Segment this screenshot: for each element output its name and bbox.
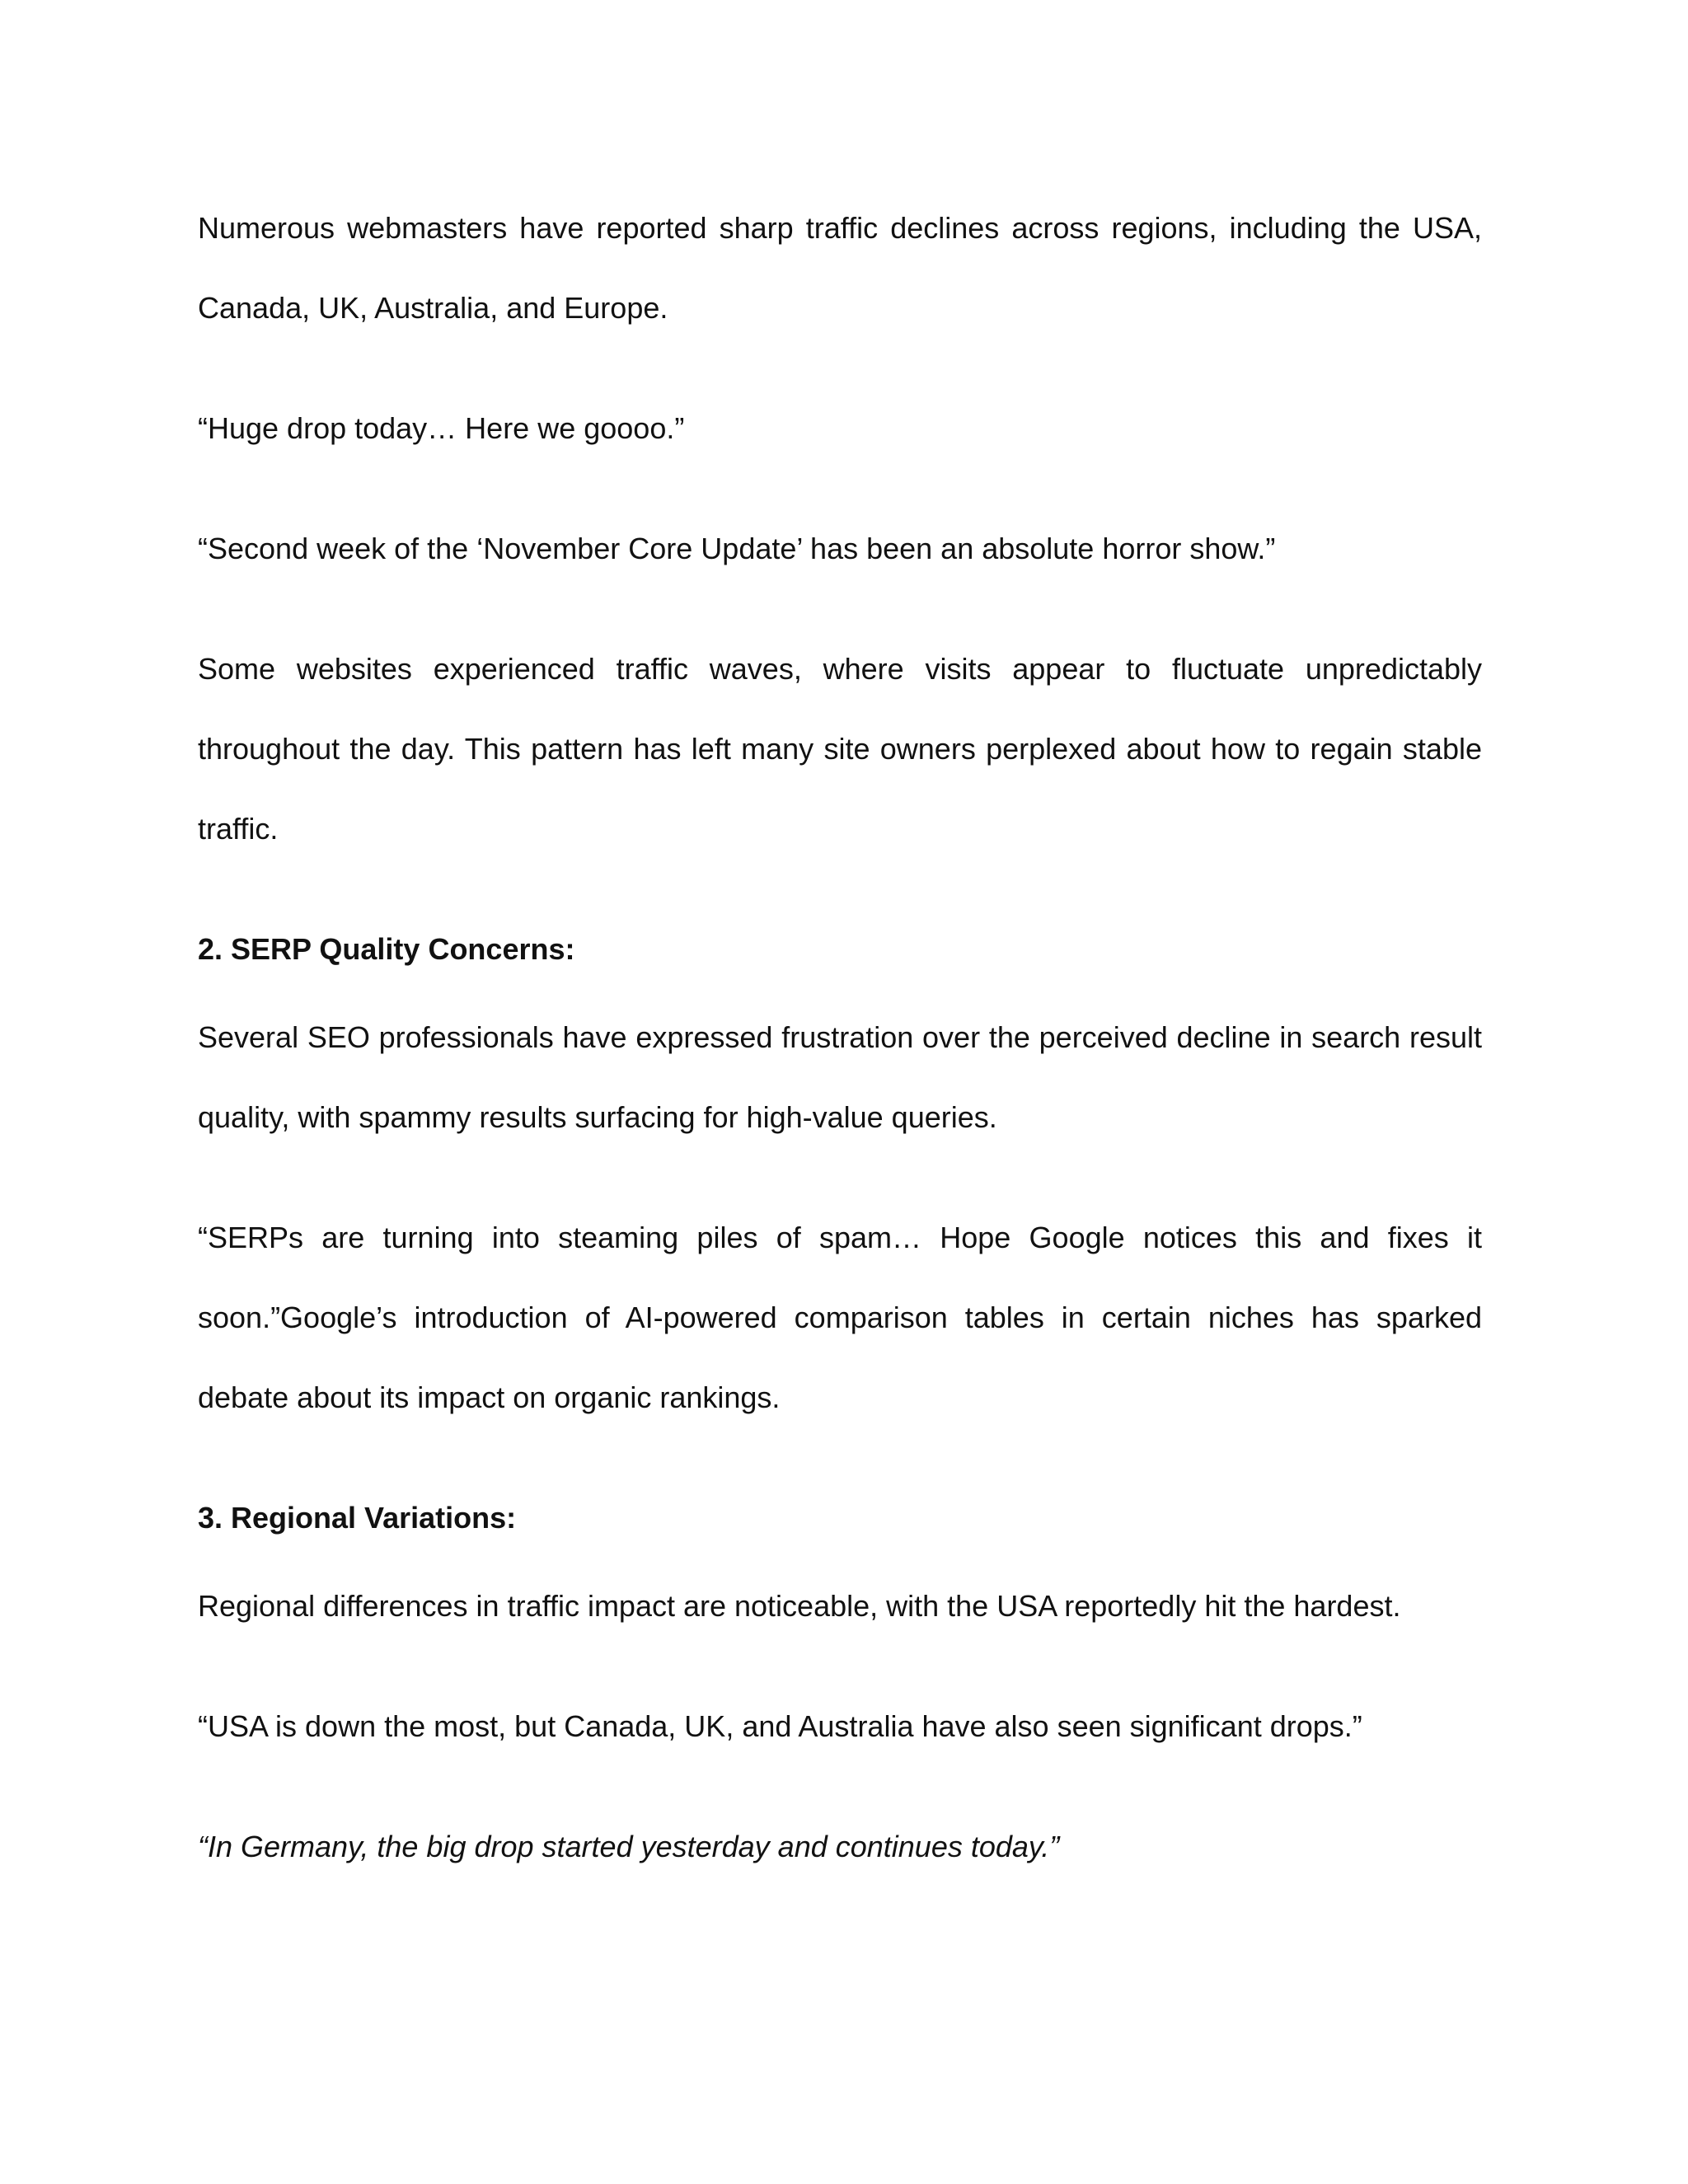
quote-germany: “In Germany, the big drop started yesterday and continues today.”	[198, 1830, 1060, 1863]
paragraph-serp-spam-quote: “SERPs are turning into steaming piles of spam… Hope Google notices this and fixes it soon.”Google’s introduction of AI-powered comparison tables in certain niches has sparked debate about its impact on organic rankings.	[198, 1221, 1482, 1414]
paragraph-serp-quality: Several SEO professionals have expressed frustration over the perceived decline in search result quality, with spammy results surfacing for high-value queries.	[198, 1020, 1482, 1134]
heading-serp-quality: 2. SERP Quality Concerns:	[198, 932, 575, 966]
paragraph-regional-differences: Regional differences in traffic impact are noticeable, with the USA reportedly hit the hardest.	[198, 1589, 1401, 1623]
quote-huge-drop: “Huge drop today… Here we goooo.”	[198, 411, 685, 445]
heading-regional-variations: 3. Regional Variations:	[198, 1501, 517, 1535]
quote-usa-down: “USA is down the most, but Canada, UK, and Australia have also seen significant drops.”	[198, 1709, 1362, 1743]
document-body	[198, 188, 1482, 1927]
paragraph-traffic-waves: Some websites experienced traffic waves, where visits appear to fluctuate unpredictably throughout the day. This pattern has left many site owners perplexed about how to regain stable traffic.	[198, 652, 1482, 846]
paragraph-traffic-declines: Numerous webmasters have reported sharp traffic declines across regions, including the USA, Canada, UK, Australia, and Europe.	[198, 211, 1482, 325]
quote-second-week: “Second week of the ‘November Core Update’ has been an absolute horror show.”	[198, 532, 1276, 565]
